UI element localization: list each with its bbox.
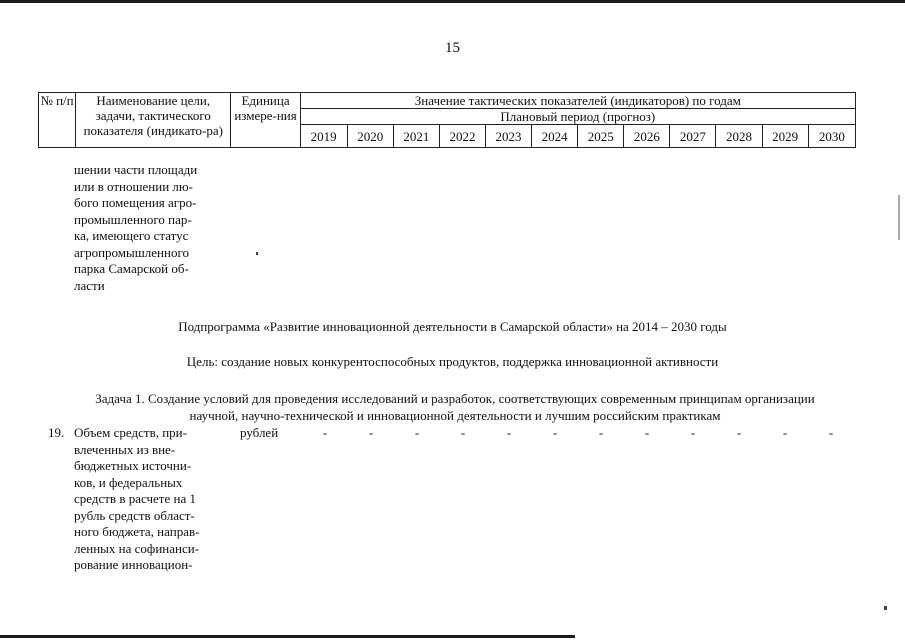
row-value: - [736, 425, 742, 440]
scan-border-bottom [0, 635, 575, 638]
row-value: - [644, 425, 650, 440]
subprogram-title: Подпрограмма «Развитие инновационной деятельности в Самарской области» на 2014 – 2030 годы [178, 319, 727, 334]
header-year-cell: 2022 [439, 125, 485, 148]
row-value: - [506, 425, 512, 440]
header-year-cell: 2026 [624, 125, 670, 148]
text-line: ка, имеющего статус [74, 228, 189, 243]
row-number: 19. [48, 425, 65, 440]
text-line: ного бюджета, направ- [74, 524, 200, 539]
header-period-cell: Плановый период (прогноз) [300, 109, 855, 125]
header-year-cell: 2027 [670, 125, 716, 148]
row-value: - [460, 425, 466, 440]
text-line: парка Самарской об- [74, 261, 189, 276]
header-year-cell: 2021 [393, 125, 439, 148]
page-number: 15 [445, 40, 460, 56]
text-line: или в отношении лю- [74, 178, 193, 194]
header-name-cell: Наименование цели, задачи, тактического показателя (индикато-ра) [76, 93, 231, 148]
text-line: промышленного пар- [74, 211, 192, 227]
row-value: - [414, 425, 420, 440]
task-heading: Задача 1. Создание условий для проведения исследований и разработок, соответствующих современным принципам организации научной, научно-технической и инновационной деятельности и лучшим российским практикам [95, 391, 815, 423]
header-year-cell: 2028 [716, 125, 762, 148]
text-line: бого помещения агро- [74, 195, 197, 210]
header-year-cell: 2024 [532, 125, 578, 148]
text-line: ленных на софинанси- [74, 540, 200, 556]
row-value: - [782, 425, 788, 440]
row-value: - [828, 425, 834, 440]
header-year-cell: 2019 [300, 125, 347, 148]
text-line: шении части площади [74, 162, 198, 177]
text-line: агропромышленного [74, 244, 189, 260]
row-value: - [552, 425, 558, 440]
text-line: бюджетных источни- [74, 458, 192, 473]
text-line: средств в расчете на 1 [74, 491, 196, 506]
header-values-cell: Значение тактических показателей (индикаторов) по годам [300, 93, 855, 109]
text-line: влеченных из вне- [74, 441, 176, 457]
scan-artifact [884, 606, 887, 610]
row-value: - [322, 425, 328, 440]
text-line: Объем средств, при- [74, 425, 187, 440]
header-year-cell: 2020 [347, 125, 393, 148]
scan-artifact [898, 195, 900, 240]
header-year-cell: 2029 [762, 125, 808, 148]
row-value: - [368, 425, 374, 440]
row-value: - [598, 425, 604, 440]
header-year-cell: 2023 [485, 125, 531, 148]
header-year-cell: 2025 [578, 125, 624, 148]
header-year-cell: 2030 [808, 125, 855, 148]
row-unit: рублей [240, 425, 279, 440]
text-line: рование инновацион- [74, 557, 193, 572]
header-number-cell: № п/п [39, 93, 76, 148]
row-value: - [690, 425, 696, 440]
text-line: ласти [74, 277, 105, 293]
continued-indicator-text [74, 162, 226, 294]
scan-artifact [256, 252, 258, 255]
goal-heading: Цель: создание новых конкурентоспособных продуктов, поддержка инновационной активности [186, 354, 719, 369]
row-indicator-name [74, 425, 226, 574]
indicator-table-header [38, 92, 856, 148]
text-line: ков, и федеральных [74, 474, 183, 490]
header-unit-cell: Единица измере-ния [231, 93, 300, 148]
text-line: рубль средств област- [74, 507, 195, 523]
scan-border-top [0, 0, 905, 3]
